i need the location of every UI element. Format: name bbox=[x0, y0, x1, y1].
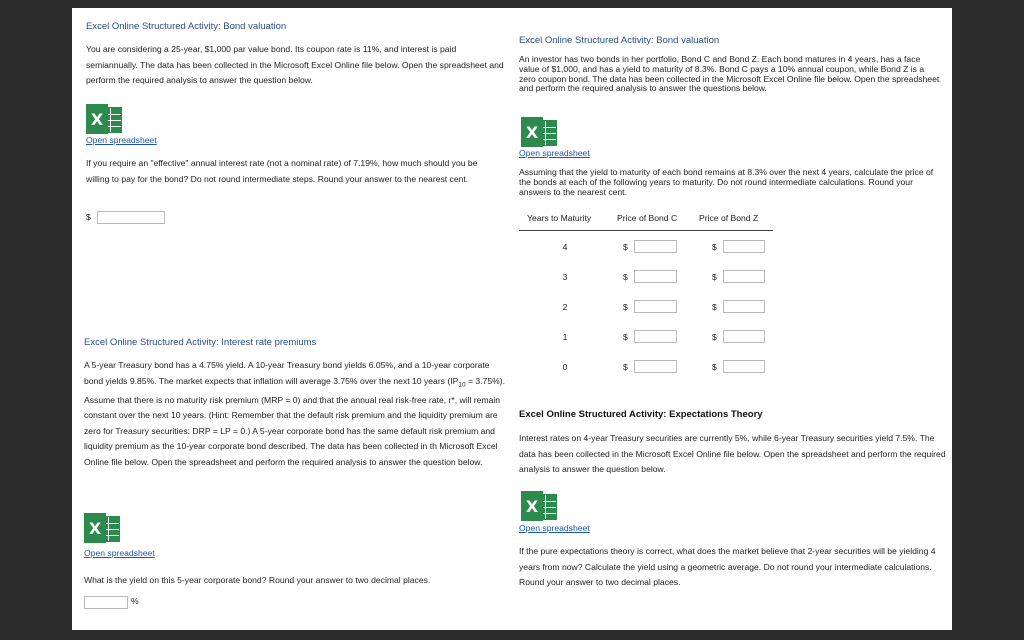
bond-c-price-input[interactable] bbox=[634, 240, 677, 253]
open-spreadsheet-link[interactable]: Open spreadsheet bbox=[519, 148, 590, 158]
bond-z-price-input[interactable] bbox=[723, 240, 765, 253]
bond-z-price-input[interactable] bbox=[723, 330, 765, 343]
table-header-divider bbox=[519, 230, 773, 231]
currency-symbol: $ bbox=[86, 212, 91, 222]
excel-icon[interactable]: X bbox=[521, 117, 555, 147]
bond-cz-text: An investor has two bonds in her portfolio, Bond C and Bond Z. Each bond matures in 4 years, has a face value of $1,000, and has a yield to maturity of 8.3%. Bond C pays a 10% annual coupon, while Bond Z is a zero coupon bond. The data has been collected in the Microsoft Excel Online file below. Open the spreadsheet and perform the required analysis to answer the questions below. bbox=[519, 54, 940, 94]
bond-c-price-input[interactable] bbox=[634, 300, 677, 313]
currency-symbol: $ bbox=[623, 242, 628, 252]
open-spreadsheet-link[interactable]: Open spreadsheet bbox=[86, 135, 157, 145]
bond-c-price-input[interactable] bbox=[634, 360, 677, 373]
open-spreadsheet-link[interactable]: Open spreadsheet bbox=[84, 548, 155, 558]
content-page bbox=[72, 8, 952, 630]
table-row-year: 4 bbox=[562, 242, 568, 252]
currency-symbol: $ bbox=[623, 272, 628, 282]
excel-icon[interactable]: X bbox=[84, 513, 118, 543]
bond-c-price-input[interactable] bbox=[634, 270, 677, 283]
table-row-year: 0 bbox=[562, 362, 568, 372]
currency-symbol: $ bbox=[712, 302, 717, 312]
interest-premiums-text: A 5-year Treasury bond has a 4.75% yield. A 10-year Treasury bond yields 6.05%, and a 10-year corporate bond yields 9.85%. The market expects that inflation will average 3.75% over the next 10 years $(IP_{10} = 3.75\%)$. Assume that there is no maturity risk premium (MRP = 0) and that the annual real risk-free rate, r*, will remain constant over the next 10 years. (Hint: Remember that the default risk premium and the liquidity premium are zero for Treasury securities: DRP = LP = 0.) A 5-year corporate bond has the same default risk premium and liquidity premium as the 10-year corporate bond described. The data has been collected in th Microsoft Excel Online file below. Open the spreadsheet and perform the required analysis to answer the question below. bbox=[84, 360, 506, 467]
currency-symbol: $ bbox=[712, 332, 717, 342]
currency-symbol: $ bbox=[712, 272, 717, 282]
table-row-year: 3 bbox=[562, 272, 568, 282]
currency-symbol: $ bbox=[623, 302, 628, 312]
bond-c-price-input[interactable] bbox=[634, 330, 677, 343]
bond-cz-question: Assuming that the yield to maturity of each bond remains at 8.3% over the next 4 years, calculate the price of the bonds at each of the following years to maturity. Do not round intermediate calculations. Round your answers to the nearest cent. bbox=[519, 167, 934, 197]
currency-symbol: $ bbox=[712, 242, 717, 252]
bond-z-price-input[interactable] bbox=[723, 360, 765, 373]
col-bond-c-header: Price of Bond C bbox=[617, 213, 678, 223]
table-row-year: 1 bbox=[562, 332, 568, 342]
currency-symbol: $ bbox=[623, 332, 628, 342]
expectations-title: Excel Online Structured Activity: Expectations Theory bbox=[519, 409, 763, 420]
excel-icon[interactable]: X bbox=[86, 104, 120, 134]
percent-unit: % bbox=[131, 596, 139, 606]
open-spreadsheet-link[interactable]: Open spreadsheet bbox=[519, 523, 590, 533]
yield-input[interactable] bbox=[84, 596, 128, 609]
interest-premiums-title: Excel Online Structured Activity: Interest rate premiums bbox=[84, 337, 317, 348]
bond-z-price-input[interactable] bbox=[723, 300, 765, 313]
currency-symbol: $ bbox=[712, 362, 717, 372]
bond-z-price-input[interactable] bbox=[723, 270, 765, 283]
expectations-question: If the pure expectations theory is correct, what does the market believe that 2-year securities will be yielding 4 years from now? Calculate the yield using a geometric average. Do not round your intermediate calculations. Round your answer to two decimal places. bbox=[519, 546, 936, 587]
interest-premiums-question: What is the yield on this 5-year corporate bond? Round your answer to two decimal places. bbox=[84, 575, 431, 585]
currency-symbol: $ bbox=[623, 362, 628, 372]
bond-valuation-text: You are considering a 25-year, $1,000 par value bond. Its coupon rate is 11%, and interest is paid semiannually. The data has been collected in the Microsoft Excel Online file below. Open the spreadsheet and perform the required analysis to answer the question below. bbox=[86, 44, 504, 85]
bond-cz-title: Excel Online Structured Activity: Bond valuation bbox=[519, 35, 720, 46]
table-row-year: 2 bbox=[562, 302, 568, 312]
bond-valuation-question: If you require an "effective" annual interest rate (not a nominal rate) of 7.19%, how much should you be willing to pay for the bond? Do not round intermediate steps. Round your answer to the nearest cent. bbox=[86, 158, 478, 184]
col-years-header: Years to Maturity bbox=[527, 213, 592, 223]
col-bond-z-header: Price of Bond Z bbox=[699, 213, 759, 223]
bond-price-input[interactable] bbox=[97, 211, 165, 224]
expectations-text: Interest rates on 4-year Treasury securities are currently 5%, while 6-year Treasury securities yield 7.5%. The data has been collected in the Microsoft Excel Online file below. Open the spreadsheet and perform the required analysis to answer the question below. bbox=[519, 433, 946, 474]
bond-valuation-title: Excel Online Structured Activity: Bond valuation bbox=[86, 21, 287, 32]
excel-icon[interactable]: X bbox=[521, 491, 555, 521]
